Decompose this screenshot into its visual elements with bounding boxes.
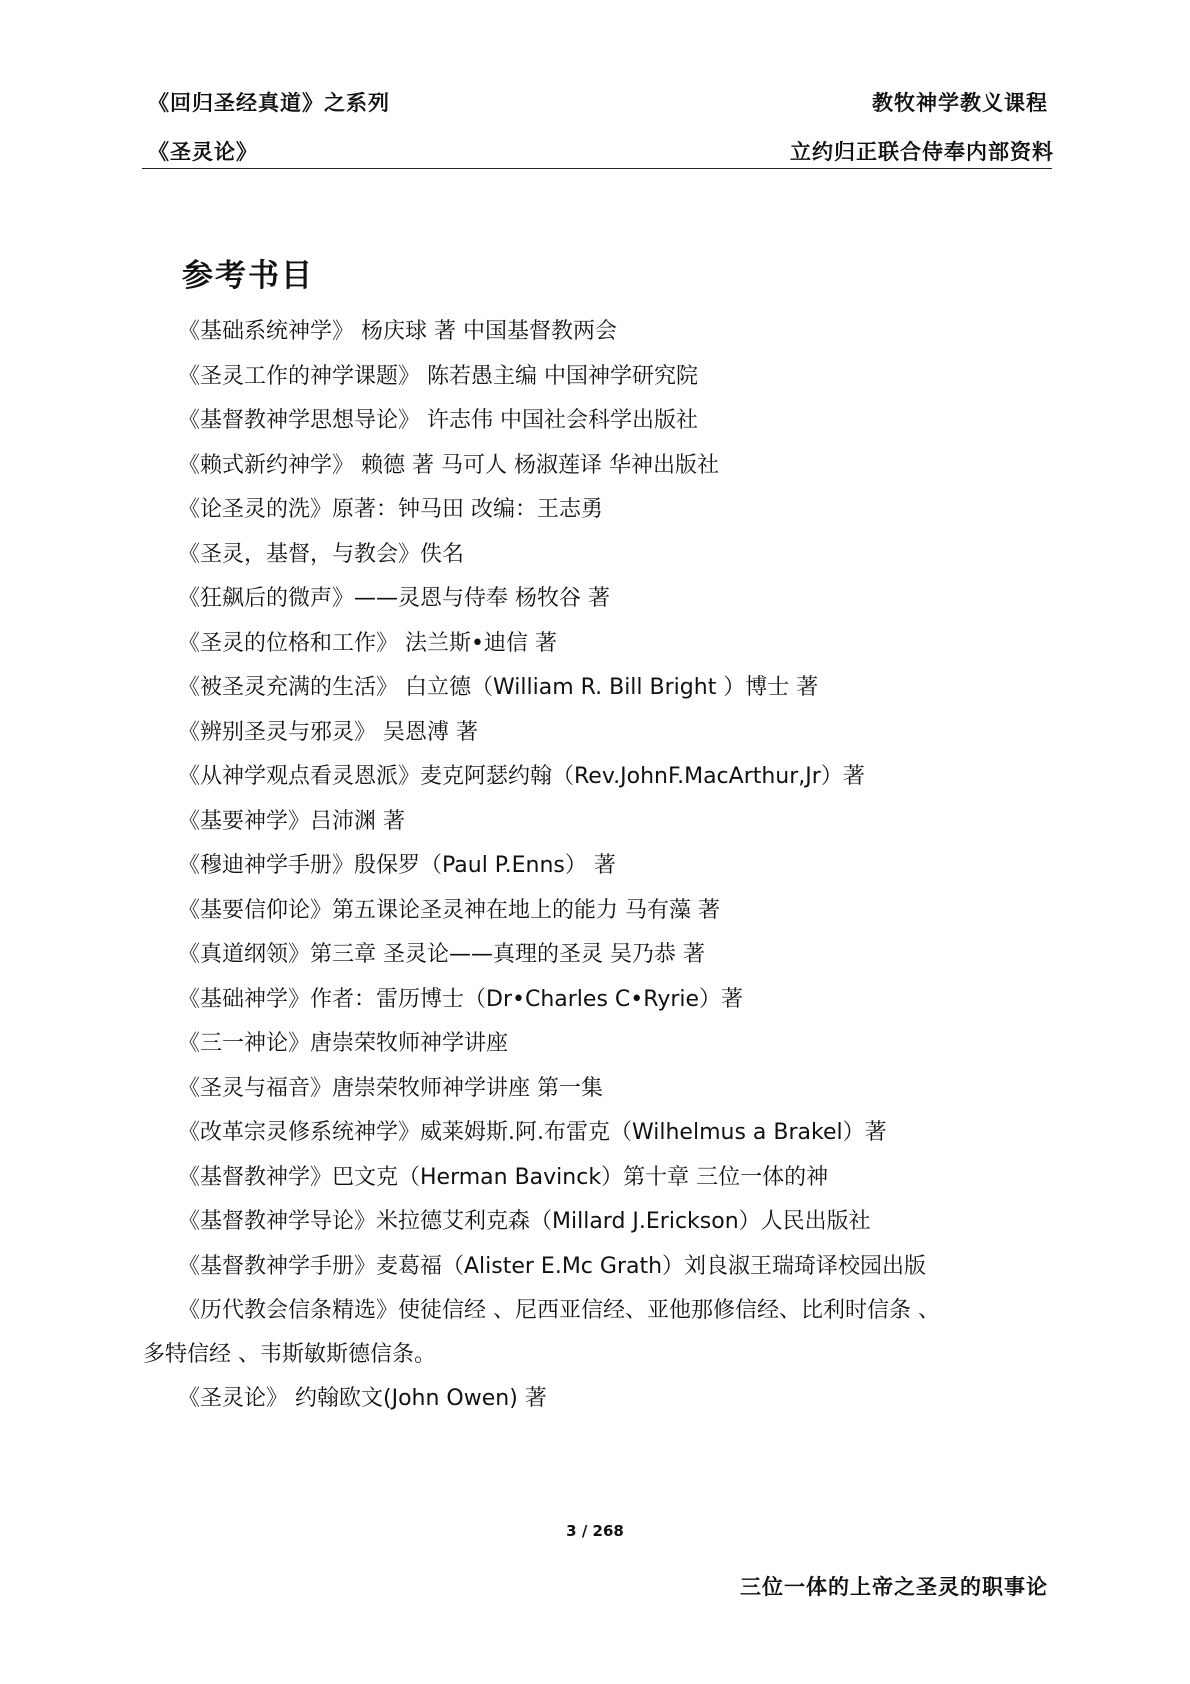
reference-item: 《历代教会信条精选》使徒信经 、尼西亚信经、亚他那修信经、比利时信条 、 [178, 1298, 940, 1323]
reference-item: 《穆迪神学手册》殷保罗（Paul P.Enns） 著 [178, 853, 616, 878]
reference-item: 《圣灵工作的神学课题》 陈若愚主编 中国神学研究院 [178, 363, 698, 389]
reference-list [178, 310, 1058, 1334]
reference-item: 《三一神论》唐崇荣牧师神学讲座 [178, 1031, 509, 1056]
reference-item: 《圣灵与福音》唐崇荣牧师神学讲座 第一集 [178, 1075, 603, 1101]
reference-item: 《赖式新约神学》 赖德 著 马可人 杨淑莲译 华神出版社 [178, 452, 719, 478]
header-course: 教牧神学教义课程 [872, 91, 1048, 115]
reference-item: 《基督教神学》巴文克（Herman Bavinck）第十章 三位一体的神 [178, 1164, 829, 1190]
reference-item: 《真道纲领》第三章 圣灵论——真理的圣灵 吴乃恭 著 [178, 942, 705, 967]
reference-item: 《从神学观点看灵恩派》麦克阿瑟约翰（Rev.JohnF.MacArthur,Jr）著 [178, 764, 865, 789]
reference-item: 《狂飙后的微声》——灵恩与侍奉 杨牧谷 著 [178, 586, 610, 611]
header-divider [142, 168, 1052, 169]
reference-item: 《基督教神学手册》麦葛福（Alister E.Mc Grath）刘良淑王瑞琦译校园出版 [178, 1253, 927, 1279]
reference-item: 《辨别圣灵与邪灵》 吴恩溥 著 [178, 719, 478, 745]
reference-item: 《圣灵，基督，与教会》佚名 [178, 541, 465, 567]
reference-item: 《基础系统神学》 杨庆球 著 中国基督教两会 [178, 319, 617, 344]
header-publisher: 立约归正联合侍奉内部资料 [790, 140, 1054, 164]
page-number: 3 / 268 [566, 1522, 624, 1540]
reference-item: 《基础神学》作者：雷历博士（Dr•Charles C•Ryrie）著 [178, 986, 744, 1012]
reference-continuation: 多特信经 、韦斯敏斯德信条。 [143, 1342, 436, 1367]
reference-item: 《基督教神学思想导论》 许志伟 中国社会科学出版社 [178, 408, 698, 433]
header-series: 《回归圣经真道》之系列 [148, 91, 390, 115]
reference-item: 《基督教神学导论》米拉德艾利克森（Millard J.Erickson）人民出版社 [178, 1209, 871, 1234]
reference-item: 《圣灵的位格和工作》 法兰斯•迪信 著 [178, 630, 557, 656]
section-title: 参考书目 [182, 258, 314, 294]
reference-item: 《改革宗灵修系统神学》威莱姆斯.阿.布雷克（Wilhelmus a Brakel）著 [178, 1120, 887, 1145]
footer-title: 三位一体的上帝之圣灵的职事论 [740, 1575, 1048, 1599]
reference-item-last: 《圣灵论》 约翰欧文(John Owen) 著 [178, 1386, 547, 1411]
reference-item: 《论圣灵的洗》原著：钟马田 改编：王志勇 [178, 497, 603, 522]
reference-item: 《基要神学》吕沛渊 著 [178, 808, 405, 834]
header-book-title: 《圣灵论》 [148, 140, 258, 164]
reference-item: 《被圣灵充满的生活》 白立德（William R. Bill Bright ）博士 著 [178, 675, 819, 700]
reference-item: 《基要信仰论》第五课论圣灵神在地上的能力 马有藻 著 [178, 897, 720, 923]
